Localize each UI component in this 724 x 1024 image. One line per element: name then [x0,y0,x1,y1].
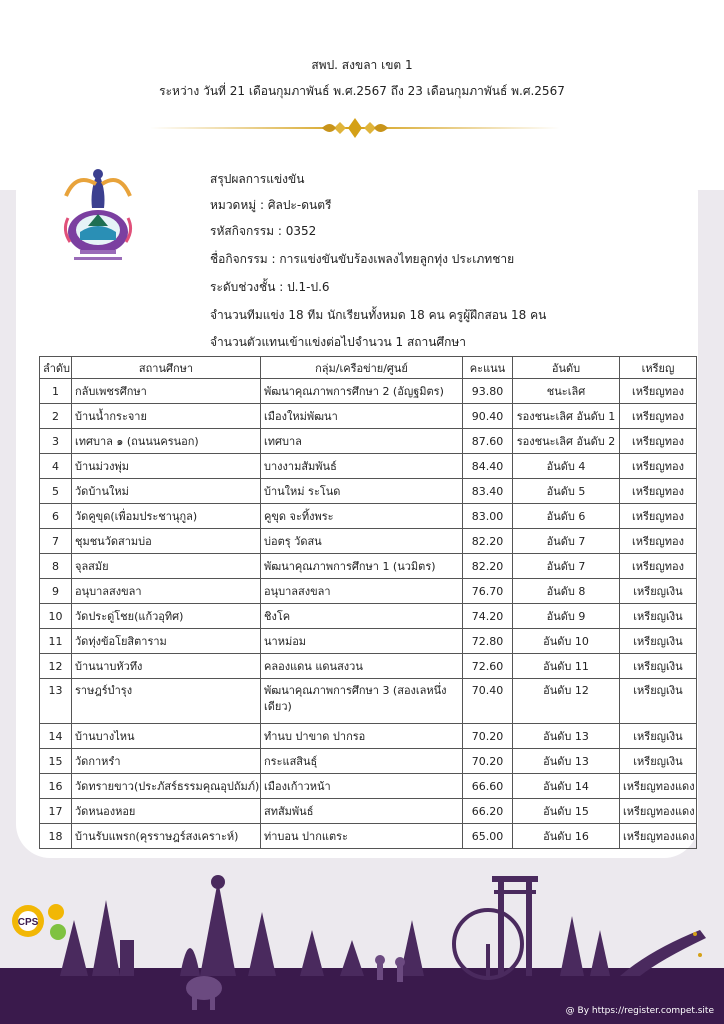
cell-school: บ้านน้ำกระจาย [72,404,261,429]
table-row [40,824,697,849]
cell-group: อนุบาลสงขลา [261,579,463,604]
cell-group: กระแสสินธุ์ [261,749,463,774]
col-header-rank: อันดับ [513,357,620,379]
cell-school: วัดบ้านใหม่ [72,479,261,504]
cell-medal: เหรียญเงิน [620,604,697,629]
table-row [40,629,697,654]
cell-score: 93.80 [463,379,513,404]
category-line: หมวดหมู่ : ศิลปะ-ดนตรี [210,198,332,212]
table-row [40,799,697,824]
cell-order: 1 [40,379,72,404]
source-url: @ By https://register.compet.site [565,1006,714,1016]
table-header-row [40,357,697,379]
table-row [40,479,697,504]
cell-school: บ้านม่วงพุ่ม [72,454,261,479]
cell-order: 5 [40,479,72,504]
cell-order: 7 [40,529,72,554]
cell-rank: อันดับ 6 [513,504,620,529]
cell-medal: เหรียญเงิน [620,579,697,604]
cell-group: เมืองเก้าวหน้า [261,774,463,799]
table-row [40,554,697,579]
cell-rank: อันดับ 10 [513,629,620,654]
cell-order: 13 [40,679,72,724]
table-row [40,679,697,724]
cell-rank: อันดับ 9 [513,604,620,629]
cell-medal: เหรียญทอง [620,504,697,529]
cell-medal: เหรียญทองแดง [620,824,697,849]
cell-rank: อันดับ 13 [513,724,620,749]
cell-order: 2 [40,404,72,429]
table-row [40,724,697,749]
level-line: ระดับช่วงชั้น : ป.1-ป.6 [210,280,330,294]
cell-group: ท่าบอน ปากแตระ [261,824,463,849]
cell-group: บ่อตรุ วัดสน [261,529,463,554]
cell-score: 70.20 [463,749,513,774]
cell-group: เมืองใหม่พัฒนา [261,404,463,429]
cell-order: 3 [40,429,72,454]
cell-group: ชิงโค [261,604,463,629]
cell-rank: อันดับ 7 [513,554,620,579]
col-header-order: ลำดับ [40,357,72,379]
cell-medal: เหรียญทอง [620,429,697,454]
cell-medal: เหรียญทองแดง [620,774,697,799]
cell-rank: อันดับ 4 [513,454,620,479]
cell-school: วัดหนองหอย [72,799,261,824]
cell-school: กลับเพชรศึกษา [72,379,261,404]
cell-order: 6 [40,504,72,529]
cell-group: ทำนบ ปาขาด ปากรอ [261,724,463,749]
cell-rank: รองชนะเลิศ อันดับ 1 [513,404,620,429]
cell-rank: อันดับ 5 [513,479,620,504]
cell-rank: รองชนะเลิศ อันดับ 2 [513,429,620,454]
cell-score: 72.60 [463,654,513,679]
table-row [40,529,697,554]
cell-group: สทสัมพันธ์ [261,799,463,824]
cell-rank: อันดับ 8 [513,579,620,604]
cell-order: 4 [40,454,72,479]
cell-medal: เหรียญทอง [620,554,697,579]
date-range: ระหว่าง วันที่ 21 เดือนกุมภาพันธ์ พ.ศ.2567 ถึง 23 เดือนกุมภาพันธ์ พ.ศ.2567 [159,84,565,98]
cell-score: 90.40 [463,404,513,429]
cps-logo-text: CPS [17,917,39,928]
cell-score: 70.20 [463,724,513,749]
results-table [39,356,697,849]
cell-medal: เหรียญทอง [620,454,697,479]
table-row [40,654,697,679]
gold-ornament-divider [150,116,560,140]
cell-medal: เหรียญทองแดง [620,799,697,824]
cell-medal: เหรียญเงิน [620,724,697,749]
cell-medal: เหรียญเงิน [620,749,697,774]
cell-rank: อันดับ 16 [513,824,620,849]
cell-score: 82.20 [463,554,513,579]
cell-rank: ชนะเลิศ [513,379,620,404]
thai-landmark-silhouette-footer [0,860,724,1024]
cell-rank: อันดับ 13 [513,749,620,774]
cell-group: เทศบาล [261,429,463,454]
cell-group: พัฒนาคุณภาพการศึกษา 2 (อัญฐมิตร) [261,379,463,404]
cell-score: 66.20 [463,799,513,824]
cell-score: 66.60 [463,774,513,799]
cell-school: วัดประดู่โชย(แก้วอุทิศ) [72,604,261,629]
cell-score: 74.20 [463,604,513,629]
cell-school: จุลสมัย [72,554,261,579]
activity-code: รหัสกิจกรรม : 0352 [210,224,317,238]
cell-order: 16 [40,774,72,799]
cell-score: 76.70 [463,579,513,604]
cell-medal: เหรียญทอง [620,404,697,429]
representatives-count: จำนวนตัวแทนเข้าแข่งต่อไปจำนวน 1 สถานศึกษา [210,335,467,349]
col-header-group: กลุ่ม/เครือข่าย/ศูนย์ [261,357,463,379]
table-row [40,504,697,529]
cell-group: คูขุด จะทิ้งพระ [261,504,463,529]
table-row [40,429,697,454]
office-title: สพป. สงขลา เขต 1 [311,58,413,72]
cell-rank: อันดับ 15 [513,799,620,824]
cell-school: บ้านนาบหัวทึง [72,654,261,679]
cell-school: วัดคูขุด(เพื่อมประชานุกูล) [72,504,261,529]
cell-rank: อันดับ 12 [513,679,620,724]
cell-school: วัดทรายขาว(ประภัสร์ธรรมคุณอุปถัมภ์) [72,774,261,799]
cell-medal: เหรียญทอง [620,479,697,504]
table-row [40,749,697,774]
cell-group: พัฒนาคุณภาพการศึกษา 3 (สองเลหนึ่งเดียว) [261,679,463,724]
table-body [40,379,697,849]
cell-order: 11 [40,629,72,654]
cell-medal: เหรียญเงิน [620,679,697,724]
cell-medal: เหรียญเงิน [620,654,697,679]
col-header-score: คะแนน [463,357,513,379]
cell-medal: เหรียญทอง [620,379,697,404]
cell-score: 83.00 [463,504,513,529]
cps-logo [10,896,74,946]
cell-school: ชุมชนวัดสามบ่อ [72,529,261,554]
cell-rank: อันดับ 7 [513,529,620,554]
cell-order: 9 [40,579,72,604]
cell-group: พัฒนาคุณภาพการศึกษา 1 (นวมิตร) [261,554,463,579]
cell-order: 18 [40,824,72,849]
cell-order: 17 [40,799,72,824]
col-header-medal: เหรียญ [620,357,697,379]
table-row [40,454,697,479]
cell-score: 87.60 [463,429,513,454]
cell-school: บ้านรับแพรก(คุรราษฎร์สงเคราะห์) [72,824,261,849]
cell-score: 65.00 [463,824,513,849]
cell-order: 15 [40,749,72,774]
activity-name: ชื่อกิจกรรม : การแข่งขันขับร้องเพลงไทยลูกทุ่ง ประเภทชาย [210,252,515,266]
cell-rank: อันดับ 14 [513,774,620,799]
cell-order: 12 [40,654,72,679]
table-row [40,579,697,604]
cell-group: บางงามสัมพันธ์ [261,454,463,479]
teams-count: จำนวนทีมแข่ง 18 ทีม นักเรียนทั้งหมด 18 คน ครูผู้ฝึกสอน 18 คน [210,308,547,322]
cell-score: 72.80 [463,629,513,654]
table-row [40,379,697,404]
summary-heading: สรุปผลการแข่งขัน [210,172,305,186]
cell-school: เทศบาล ๑ (ถนนนครนอก) [72,429,261,454]
cell-school: ราษฎร์บำรุง [72,679,261,724]
cell-school: วัดทุ่งข้อโยสิตาราม [72,629,261,654]
cell-medal: เหรียญทอง [620,529,697,554]
cell-school: อนุบาลสงขลา [72,579,261,604]
cell-score: 84.40 [463,454,513,479]
cell-score: 83.40 [463,479,513,504]
cell-group: คลองแดน แดนสงวน [261,654,463,679]
cell-score: 82.20 [463,529,513,554]
cell-group: บ้านใหม่ ระโนด [261,479,463,504]
cell-school: วัดกาหรำ [72,749,261,774]
cell-score: 70.40 [463,679,513,724]
cell-rank: อันดับ 11 [513,654,620,679]
col-header-school: สถานศึกษา [72,357,261,379]
cell-order: 8 [40,554,72,579]
table-row [40,604,697,629]
cell-school: บ้านบางไหน [72,724,261,749]
event-logo [56,166,140,266]
table-row [40,404,697,429]
cell-medal: เหรียญเงิน [620,629,697,654]
cell-order: 14 [40,724,72,749]
cell-group: นาหม่อม [261,629,463,654]
cell-order: 10 [40,604,72,629]
table-row [40,774,697,799]
